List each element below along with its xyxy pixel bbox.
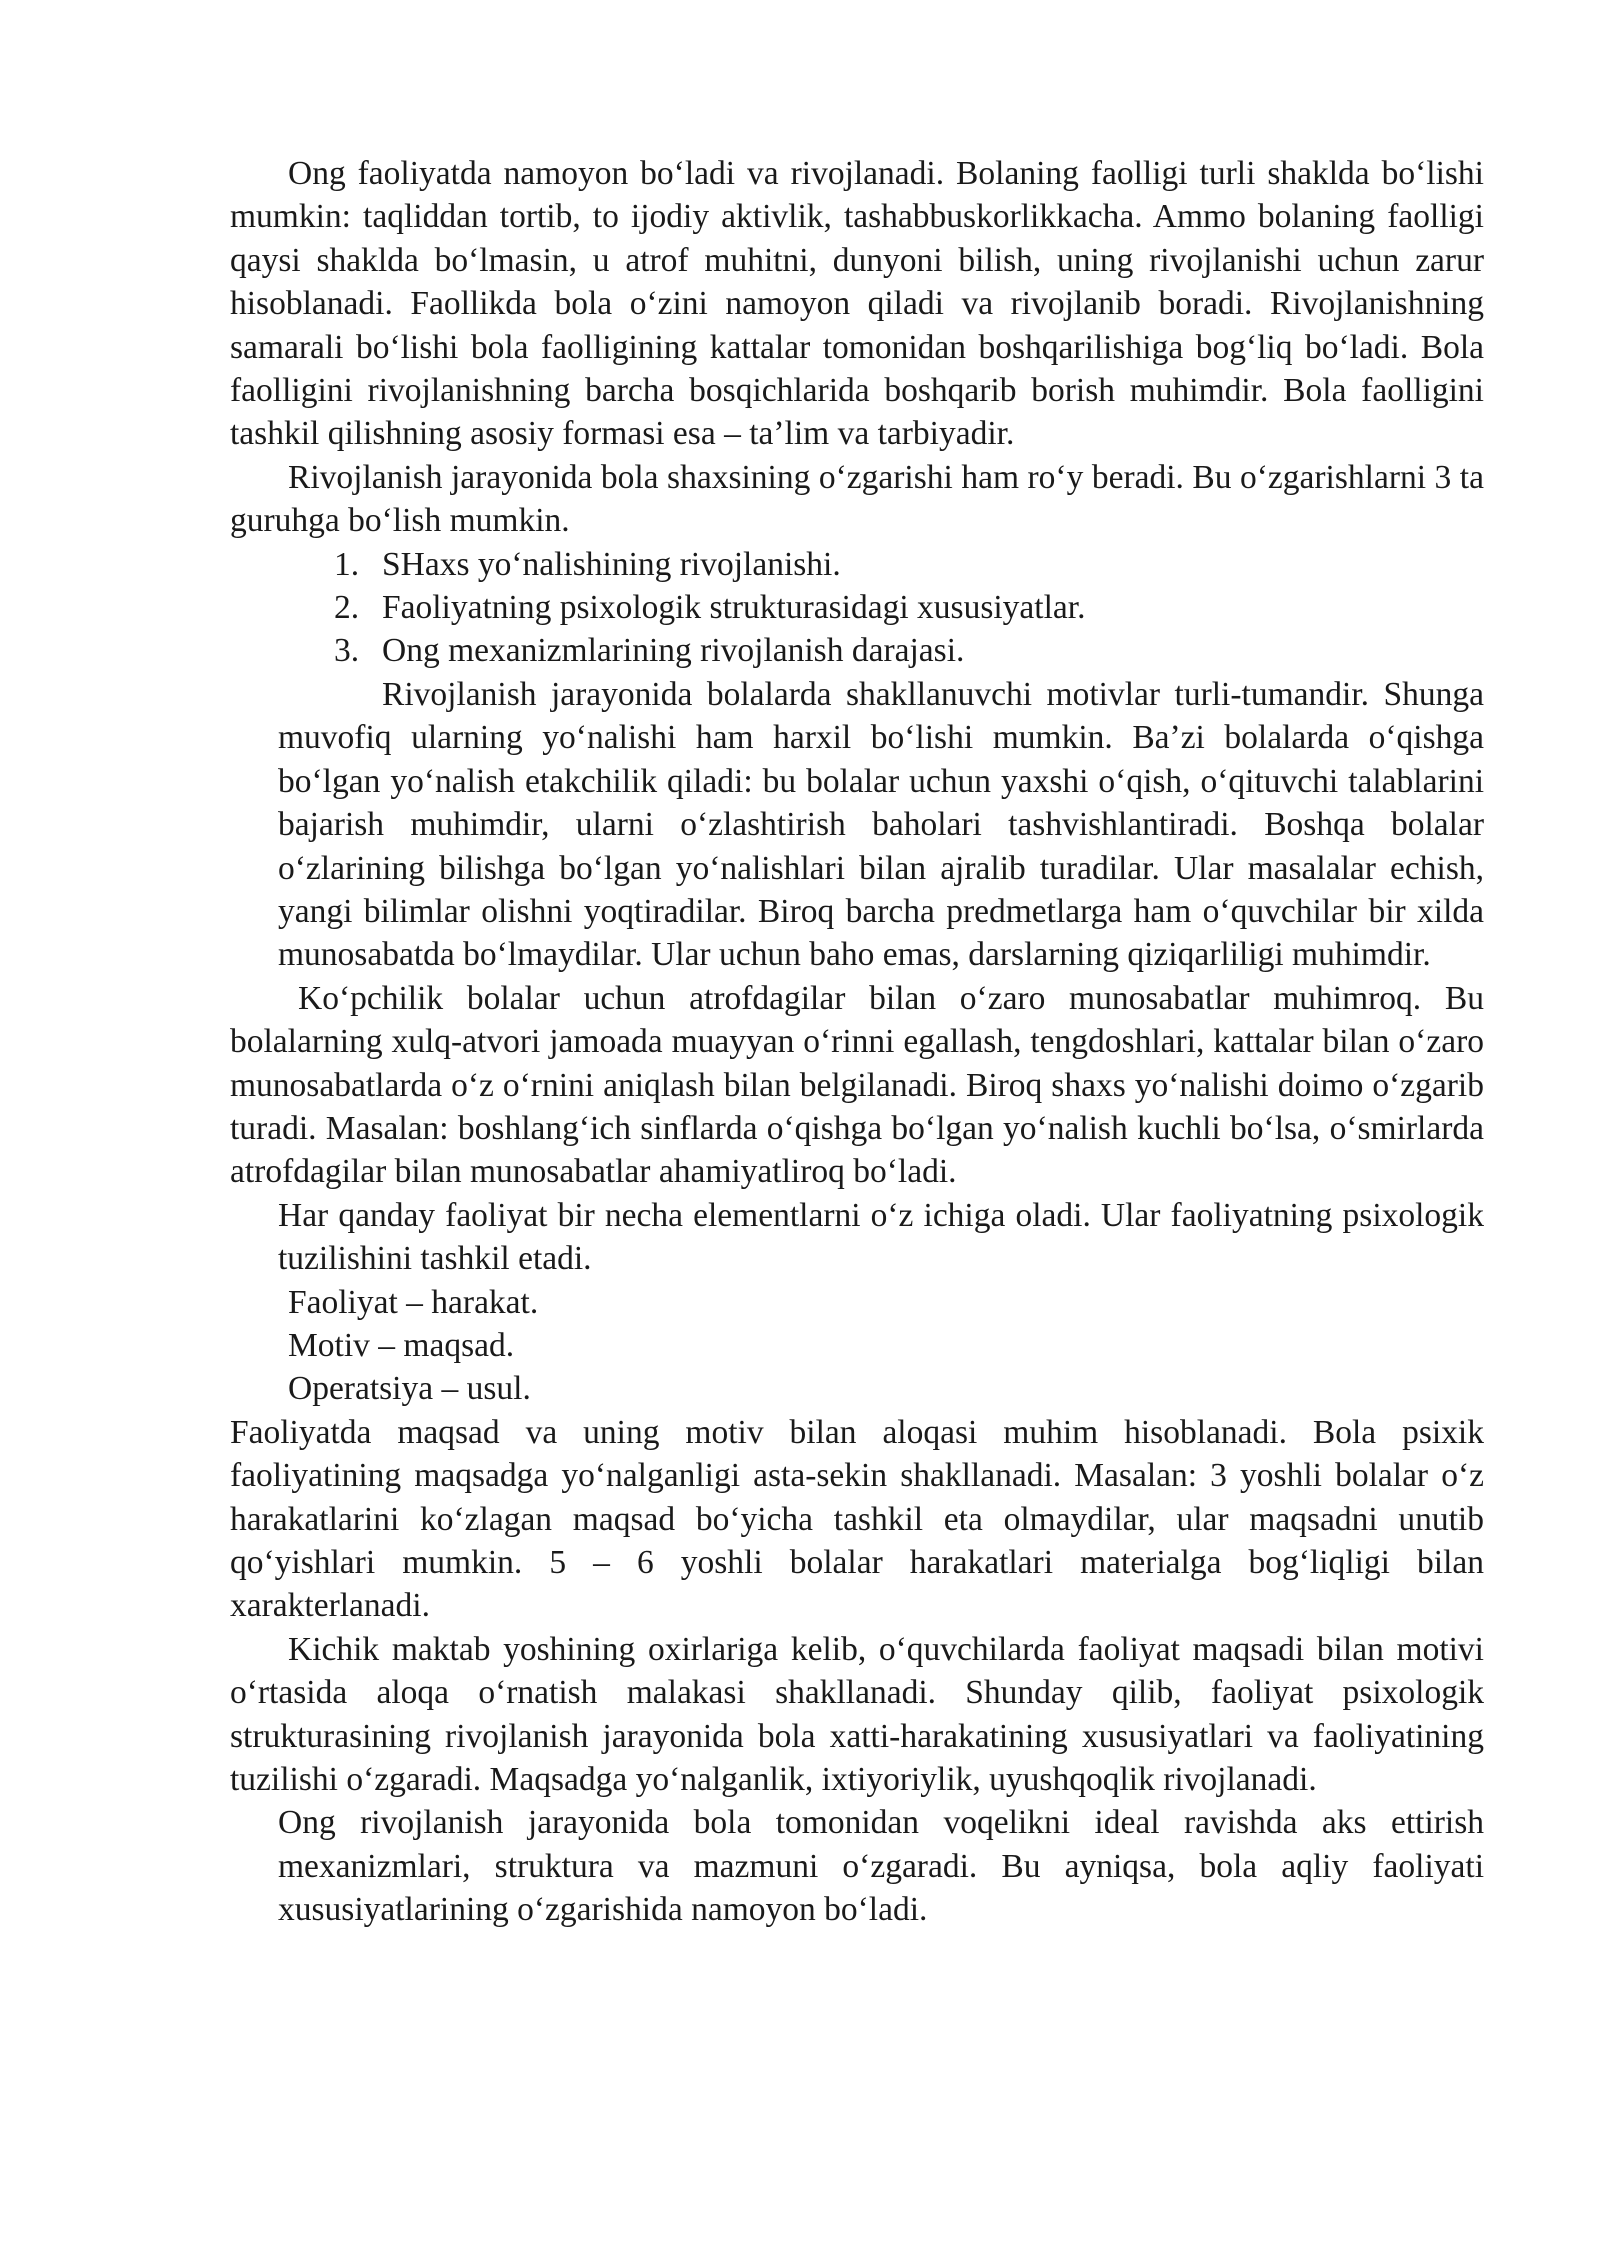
list-item-number: 3.: [334, 632, 360, 670]
numbered-list: [230, 543, 1484, 673]
list-item-number: 2.: [334, 589, 360, 627]
list-item-text: SHaxs yoʻnalishining rivojlanishi.: [382, 545, 841, 583]
indented-block: [278, 673, 1484, 977]
paragraph-5: Har qanday faoliyat bir necha elementlarni oʻz ichiga oladi. Ular faoliyatning psixologik tuzilishini tashkil etadi.: [278, 1196, 1484, 1278]
document-page: [230, 152, 1484, 1932]
term-line: Operatsiya – usul.: [288, 1370, 531, 1408]
list-item: [334, 586, 1484, 629]
term-line: Faoliyat – harakat.: [288, 1283, 539, 1321]
paragraph-1: Ong faoliyatda namoyon boʻladi va rivojlanadi. Bolaning faolligi turli shaklda boʻlishi mumkin: taqliddan tortib, to ijodiy aktivlik, tashabbuskorlikkacha. Ammo bolaning faolligi qaysi shaklda boʻlmasin, u atrof muhitni, dunyoni bilish, uning rivojlanishi uchun zarur hisoblanadi. Faollikda bola oʻzini namoyon qiladi va rivojlanib boradi. Rivojlanishning samarali boʻlishi bola faolligining kattalar tomonidan boshqarilishiga bogʻliq boʻladi. Bola faolligini rivojlanishning barcha bosqichlarida boshqarib borish muhimdir. Bola faolligini tashkil qilishning asosiy formasi esa – taʼlim va tarbiyadir.: [230, 155, 1484, 453]
term-line: Motiv – maqsad.: [288, 1326, 515, 1364]
list-item-text: Faoliyatning psixologik strukturasidagi xususiyatlar.: [382, 589, 1086, 627]
paragraph-4: Koʻpchilik bolalar uchun atrofdagilar bilan oʻzaro munosabatlar muhimroq. Bu bolalarning xulq-atvori jamoada muayyan oʻrinni egallash, tengdoshlari, kattalar bilan oʻzaro munosabatlarda oʻz oʻrnini aniqlash bilan belgilanadi. Biroq shaxs yoʻnalishi doimo oʻzgarib turadi. Masalan: boshlangʻich sinflarda oʻqishga boʻlgan yoʻnalish kuchli boʻlsa, oʻsmirlarda atrofdagilar bilan munosabatlar ahamiyatliroq boʻladi.: [230, 979, 1484, 1191]
paragraph-6: Faoliyatda maqsad va uning motiv bilan aloqasi muhim hisoblanadi. Bola psixik faoliyatining maqsadga yoʻnalganligi asta-sekin shakllanadi. Masalan: 3 yoshli bolalar oʻz harakatlarini koʻzlagan maqsad boʻyicha tashkil eta olmaydilar, ular maqsadni unutib qoʻyishlari mumkin. 5 – 6 yoshli bolalar harakatlari materialga bogʻliqligi bilan xarakterlanadi.: [230, 1413, 1484, 1625]
list-item: [334, 629, 1484, 672]
paragraph-2: Rivojlanish jarayonida bola shaxsining oʻzgarishi ham roʻy beradi. Bu oʻzgarishlarni 3 ta guruhga boʻlish mumkin.: [230, 458, 1484, 540]
list-item-text: Ong mexanizmlarining rivojlanish darajasi.: [382, 632, 965, 670]
indented-block: [278, 1801, 1484, 1931]
list-item: [334, 543, 1484, 586]
paragraph-3: Rivojlanish jarayonida bolalarda shakllanuvchi motivlar turli-tumandir. Shunga muvofiq ularning yoʻnalishi ham harxil boʻlishi mumkin. Baʼzi bolalarda oʻqishga boʻlgan yoʻnalish etakchilik qiladi: bu bolalar uchun yaxshi oʻqish, oʻqituvchi talablarini bajarish muhimdir, ularni oʻzlashtirish baholari tashvishlantiradi. Boshqa bolalar oʻzlarining bilishga boʻlgan yoʻnalishlari bilan ajralib turadilar. Ular masalalar echish, yangi bilimlar olishni yoqtiradilar. Biroq barcha predmetlarga ham oʻquvchilar bir xilda munosabatda boʻlmaydilar. Ular uchun baho emas, darslarning qiziqarliligi muhimdir.: [278, 675, 1484, 974]
indented-block: [278, 1194, 1484, 1281]
list-item-number: 1.: [334, 545, 360, 583]
paragraph-8: Ong rivojlanish jarayonida bola tomonidan voqelikni ideal ravishda aks ettirish mexanizmlari, struktura va mazmuni oʻzgaradi. Bu ayniqsa, bola aqliy faoliyati xususiyatlarining oʻzgarishida namoyon boʻladi.: [278, 1804, 1484, 1929]
paragraph-7: Kichik maktab yoshining oxirlariga kelib, oʻquvchilarda faoliyat maqsadi bilan motivi oʻrtasida aloqa oʻrnatish malakasi shakllanadi. Shunday qilib, faoliyat psixologik strukturasining rivojlanish jarayonida bola xatti-harakatining xususiyatlari va faoliyatining tuzilishi oʻzgaradi. Maqsadga yoʻnalganlik, ixtiyoriylik, uyushqoqlik rivojlanadi.: [230, 1630, 1484, 1799]
